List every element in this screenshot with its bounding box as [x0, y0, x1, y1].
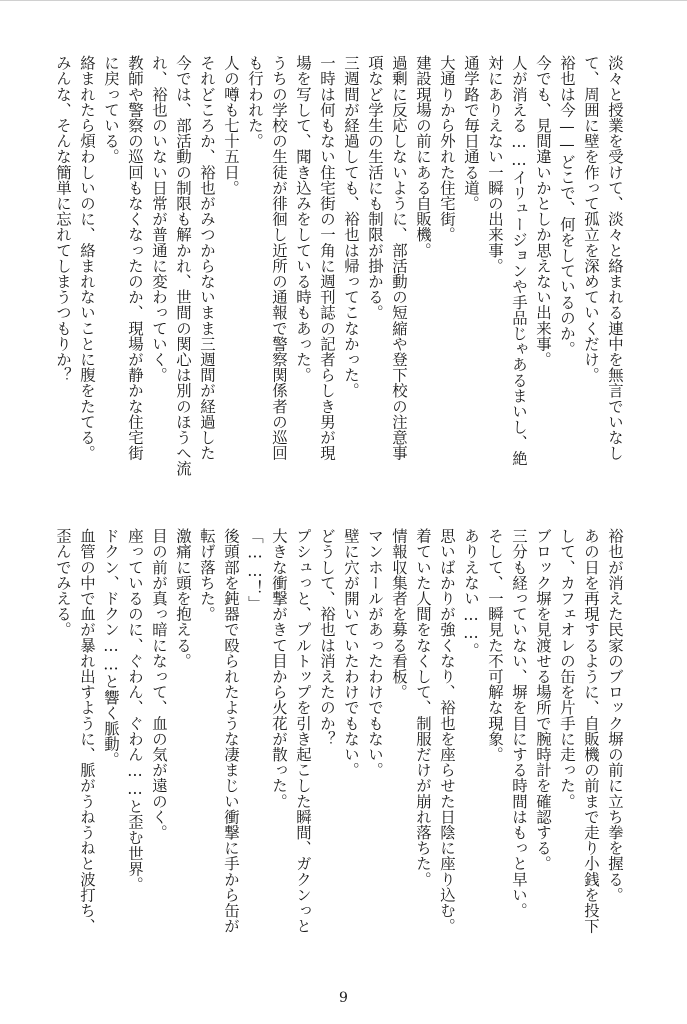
text-line: 項など学生の生活にも制限が掛かる。: [366, 55, 384, 321]
text-line: して、カフェオレの缶を片手に走った。: [558, 528, 576, 809]
text-line: 通学路で毎日通る道。: [462, 55, 480, 211]
upper-text-block: [42, 55, 627, 500]
text-line: 大通りから外れた住宅街。: [438, 55, 456, 243]
lower-text-block: [42, 528, 627, 968]
text-line: 血管の中で血が暴れ出すように、脈がうねうねと波打ち、: [78, 528, 96, 934]
text-line: 三分も経っていない、塀を目にする時間はもっと早い。: [510, 528, 528, 918]
text-line: 大きな衝撃がきて目から火花が散った。: [270, 528, 288, 809]
text-line: どうして、裕也は消えたのか？: [318, 528, 336, 747]
text-line: 絡まれたら煩わしいのに、絡まれないことに腹をたてる。: [78, 55, 96, 461]
text-line: 着ていた人間をなくして、制服だけが崩れ落ちた。: [414, 528, 432, 887]
text-line: そして、一瞬見た不可解な現象。: [486, 528, 504, 762]
text-line: 対にありえない一瞬の出来事。: [486, 55, 504, 274]
text-line: 淡々と授業を受けて、淡々と絡まれる連中を無言でいなし: [606, 55, 624, 461]
text-line: 一時は何もない住宅街の一角に週刊誌の記者らしき男が現: [318, 55, 336, 461]
text-line: ブロック塀を見渡せる場所で腕時計を確認する。: [534, 528, 552, 872]
text-line: れ、裕也のいない日常が普通に変わっていく。: [150, 55, 168, 383]
text-line: 人が消える……イリュージョンや手品じゃあるまいし、絶: [510, 55, 528, 466]
text-line: て、周囲に壁を作って孤立を深めていくだけ。: [582, 55, 600, 383]
text-line: 今では、部活動の制限も解かれ、世間の関心は別のほうへ流: [174, 55, 192, 477]
text-line: うちの学校の生徒が徘徊し近所の通報で警察関係者の巡回: [270, 55, 288, 461]
text-line: 建設現場の前にある自販機。: [414, 55, 432, 258]
text-line: 場を写して、聞き込みをしている時もあった。: [294, 55, 312, 383]
text-line: 人の噂も七十五日。: [222, 55, 240, 196]
text-line: それどころか、裕也がみつからないまま三週間が経過した: [198, 55, 216, 461]
text-line: ありえない……。: [462, 528, 480, 658]
text-line: 座っているのに、ぐわん、ぐわん……と歪む世界。: [126, 528, 144, 892]
text-line: 歪んでみえる。: [54, 528, 72, 638]
text-line: 思いばかりが強くなり、裕也を座らせた日陰に座り込む。: [438, 528, 456, 934]
page-number: 9: [339, 990, 348, 1006]
text-line: 情報収集者を募る看板。: [390, 528, 408, 700]
text-line: 教師や警察の巡回もなくなったのか、現場が静かな住宅街: [126, 55, 144, 461]
text-line: 目の前が真っ暗になって、血の気が遠のく。: [150, 528, 168, 840]
text-line: 後頭部を鈍器で殴られたような凄まじい衝撃に手から缶が: [222, 528, 240, 934]
text-line: あの日を再現するように、自販機の前まで走り小銭を投下: [582, 528, 600, 934]
text-line: ドクン、ドクン……と響く脈動。: [102, 528, 120, 768]
text-line: みんな、そんな簡単に忘れてしまうつもりか？: [54, 55, 72, 383]
text-line: 裕也は今——どこで、何をしているのか。: [558, 55, 576, 357]
text-line: 壁に穴が開いていたわけでもない。: [342, 528, 360, 778]
text-line: 裕也が消えた民家のブロック塀の前に立ち拳を握る。: [606, 528, 624, 903]
text-line: マンホールがあったわけでもない。: [366, 528, 384, 778]
text-line: プシュっと、プルトップを引き起こした瞬間、ガクンっと: [294, 528, 312, 934]
text-line: 三週間が経過しても、裕也は帰ってこなかった。: [342, 55, 360, 399]
text-line: 「……！」: [246, 528, 264, 612]
text-line: 今でも、見間違いかとしか思えない出来事。: [534, 55, 552, 367]
text-line: に戻っている。: [102, 55, 120, 165]
text-line: も行われた。: [246, 55, 264, 149]
top-border: [0, 0, 687, 1]
text-line: 転げ落ちた。: [198, 528, 216, 622]
text-line: 激痛に頭を抱える。: [174, 528, 192, 669]
text-line: 過剰に反応しないように、部活動の短縮や登下校の注意事: [390, 55, 408, 461]
